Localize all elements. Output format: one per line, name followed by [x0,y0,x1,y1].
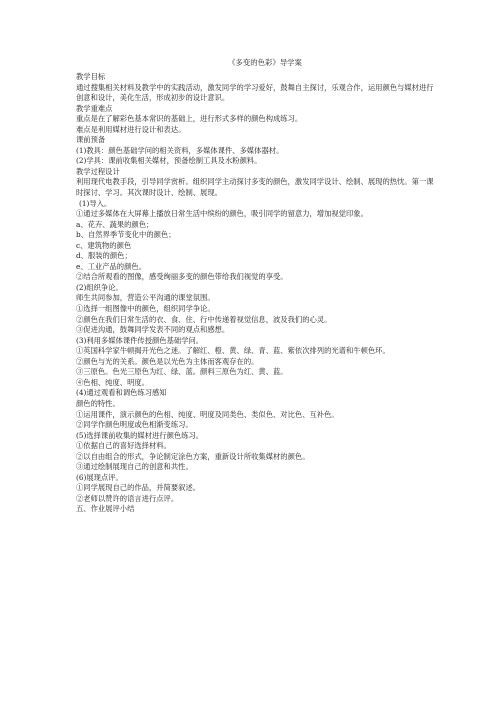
document-line: ①依据自己的喜好选择材料。 [76,441,171,451]
document-line: ①选择一组图像中的颜色，组织同学争论。 [76,304,215,314]
document-line: 利用现代电教手段，引导同学赏析。组织同学主动探讨多变的颜色，激发同学设计、绘制、展现的热忱。第一课时探讨、学习。其次课时设计、绘制、展现。 [76,177,434,198]
document-line: ②以自由组合的形式，争论制定涂色方案，重新设计所收集媒材的颜色。 [76,451,310,461]
document-line: (5)选择课前收集的媒材进行颜色练习。 [76,430,204,440]
document-line: (1)导入。 [79,198,112,208]
document-line: ②老师以赞许的语言进行点评。 [76,493,179,503]
document-line: 教学目标 [76,72,106,81]
document-line: 教学重难点 [76,103,113,113]
document-body [76,72,436,515]
document-line: (2)学具：课前收集相关媒材，预备绘制工具及水粉颜料。 [76,156,262,166]
document-line: d、服装的颜色； [76,251,132,261]
document-line: ①通过多媒体在大屏幕上播放日常生活中缤纷的颜色，吸引同学的留意力，增加视觉印象。 [76,209,368,219]
document-line: 课前预备 [76,135,106,145]
document-line: e、工业产品的颜色。 [76,261,146,271]
document-line: 五、作业展评小结 [76,504,135,514]
document-line: (3)利用多媒体课件传授颜色基础学问。 [76,335,204,345]
document-line: ②同学作颜色明度或色相渐变练习。 [76,420,193,430]
document-line: c、建筑物的颜色 [76,240,132,250]
document-line: ①同学展现自己的作品，并简要叙述。 [76,483,201,493]
document-line: (4)通过观看和调色练习感知 [76,388,167,398]
document-line: ①运用课件，演示颜色的色相、纯度、明度及同类色、类似色、对比色、互补色。 [76,409,339,419]
document-line: ③通过绘制展现自己的创意和共性。 [76,462,193,472]
document-line: ②颜色在我们日常生活的衣、食、住、行中传递着视觉信息，波及我们的心灵。 [76,314,332,324]
document-line: 师生共同参加，营造公平沟通的课堂氛围。 [76,293,215,303]
document-line: 难点是利用媒材进行设计和表达。 [76,124,186,134]
document-line: (6)展现点评。 [76,472,123,482]
document-title: 《多变的色彩》导学案 [228,58,302,67]
document-line: 颜色的特性。 [76,398,120,408]
document-line: 教学过程设计 [76,166,120,176]
document-line: b、自然界季节变化中的颜色； [76,230,176,240]
document-line: ①英国科学家牛顿揭开光色之迷。了解红、橙、黄、绿、青、蓝、紫依次排列的光谱和牛顿色环。 [76,346,390,356]
document-line: a、花卉、蔬果的颜色； [76,219,154,229]
document-line: 通过搜集相关材料及教学中的实践活动，激发同学的学习爱好，鼓舞自主探讨，乐观合作，运用颜色与媒材进行创意和设计，美化生活，形成初步的设计意识。 [76,82,434,103]
document-line: ②颜色与光的关系。颜色是以光色为主体而客观存在的。 [76,356,259,366]
document-line: ②结合所观看的图像，感受绚丽多变的颜色带给我们视觉的享受。 [76,272,288,282]
document-line: ③促进沟通，鼓舞同学发表不同的观点和感想。 [76,325,230,335]
document-line: (1)教具：颜色基础学问的相关资料，多媒体课件、多媒体器材。 [76,145,284,155]
document-line: (2)组织争论。 [76,282,123,292]
document-line: 重点是在了解彩色基本常识的基础上，进行形式多样的颜色构成练习。 [76,114,303,124]
document-line: ④色相、纯度、明度。 [76,377,149,387]
document-line: ③三原色。色光三原色为红、绿、蓝。颜料三原色为红、黄、蓝。 [76,367,288,377]
